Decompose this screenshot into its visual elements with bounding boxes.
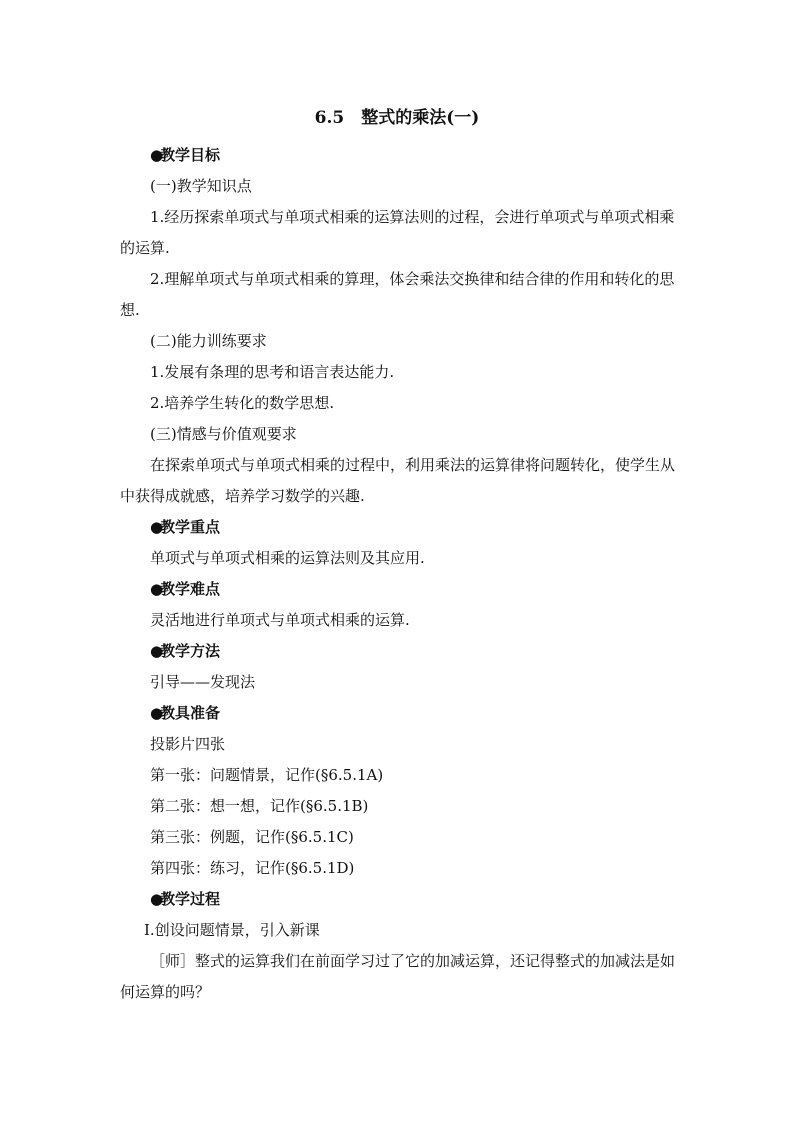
list-item-slide-1: 第一张：问题情景，记作(§6.5.1A) [150, 766, 384, 784]
section-heading-key-point: ●教学重点 [120, 512, 676, 543]
list-item-slide-2: 第二张：想一想，记作(§6.5.1B) [150, 797, 369, 815]
section-heading-objectives: ●教学目标 [120, 140, 676, 171]
section-heading-process: ●教学过程 [120, 884, 676, 915]
paragraph-ability-1: 1.发展有条理的思考和语言表达能力. [150, 363, 395, 381]
list-item-slide-4: 第四张：练习，记作(§6.5.1D) [150, 859, 355, 877]
paragraph-knowledge-2: 2.理解单项式与单项式相乘的算理，体会乘法交换律和结合律的作用和转化的思想. [120, 270, 675, 319]
bullet-icon: ● [150, 580, 164, 598]
subheading-ability: (二)能力训练要求 [150, 332, 267, 350]
paragraph-teacher-line: ［师］整式的运算我们在前面学习过了它的加减运算，还记得整式的加减法是如何运算的吗？ [120, 952, 676, 1001]
bullet-icon: ● [150, 146, 164, 164]
paragraph-materials-intro: 投影片四张 [150, 735, 226, 753]
subheading-knowledge: (一)教学知识点 [150, 177, 252, 195]
section-heading-materials: ●教具准备 [120, 698, 676, 729]
paragraph-key-point: 单项式与单项式相乘的运算法则及其应用. [150, 549, 425, 567]
paragraph-ability-2: 2.培养学生转化的数学思想. [150, 394, 335, 412]
paragraph-difficulty: 灵活地进行单项式与单项式相乘的运算. [150, 611, 410, 629]
subheading-emotion: (三)情感与价值观要求 [150, 425, 297, 443]
document-body [120, 140, 676, 1008]
paragraph-method: 引导——发现法 [150, 673, 256, 691]
section-heading-difficulty: ●教学难点 [120, 574, 676, 605]
bullet-icon: ● [150, 704, 164, 722]
paragraph-process-step-1: Ⅰ.创设问题情景，引入新课 [144, 921, 320, 939]
bullet-icon: ● [150, 642, 164, 660]
bullet-icon: ● [150, 518, 164, 536]
section-heading-method: ●教学方法 [120, 636, 676, 667]
list-item-slide-3: 第三张：例题，记作(§6.5.1C) [150, 828, 354, 846]
paragraph-knowledge-1: 1.经历探索单项式与单项式相乘的运算法则的过程，会进行单项式与单项式相乘的运算. [120, 208, 675, 257]
paragraph-emotion: 在探索单项式与单项式相乘的过程中，利用乘法的运算律将问题转化，使学生从中获得成就感，培养学习数学的兴趣. [120, 456, 676, 505]
bullet-icon: ● [150, 890, 164, 908]
document-title: 6.5 整式的乘法(一) [314, 108, 480, 128]
